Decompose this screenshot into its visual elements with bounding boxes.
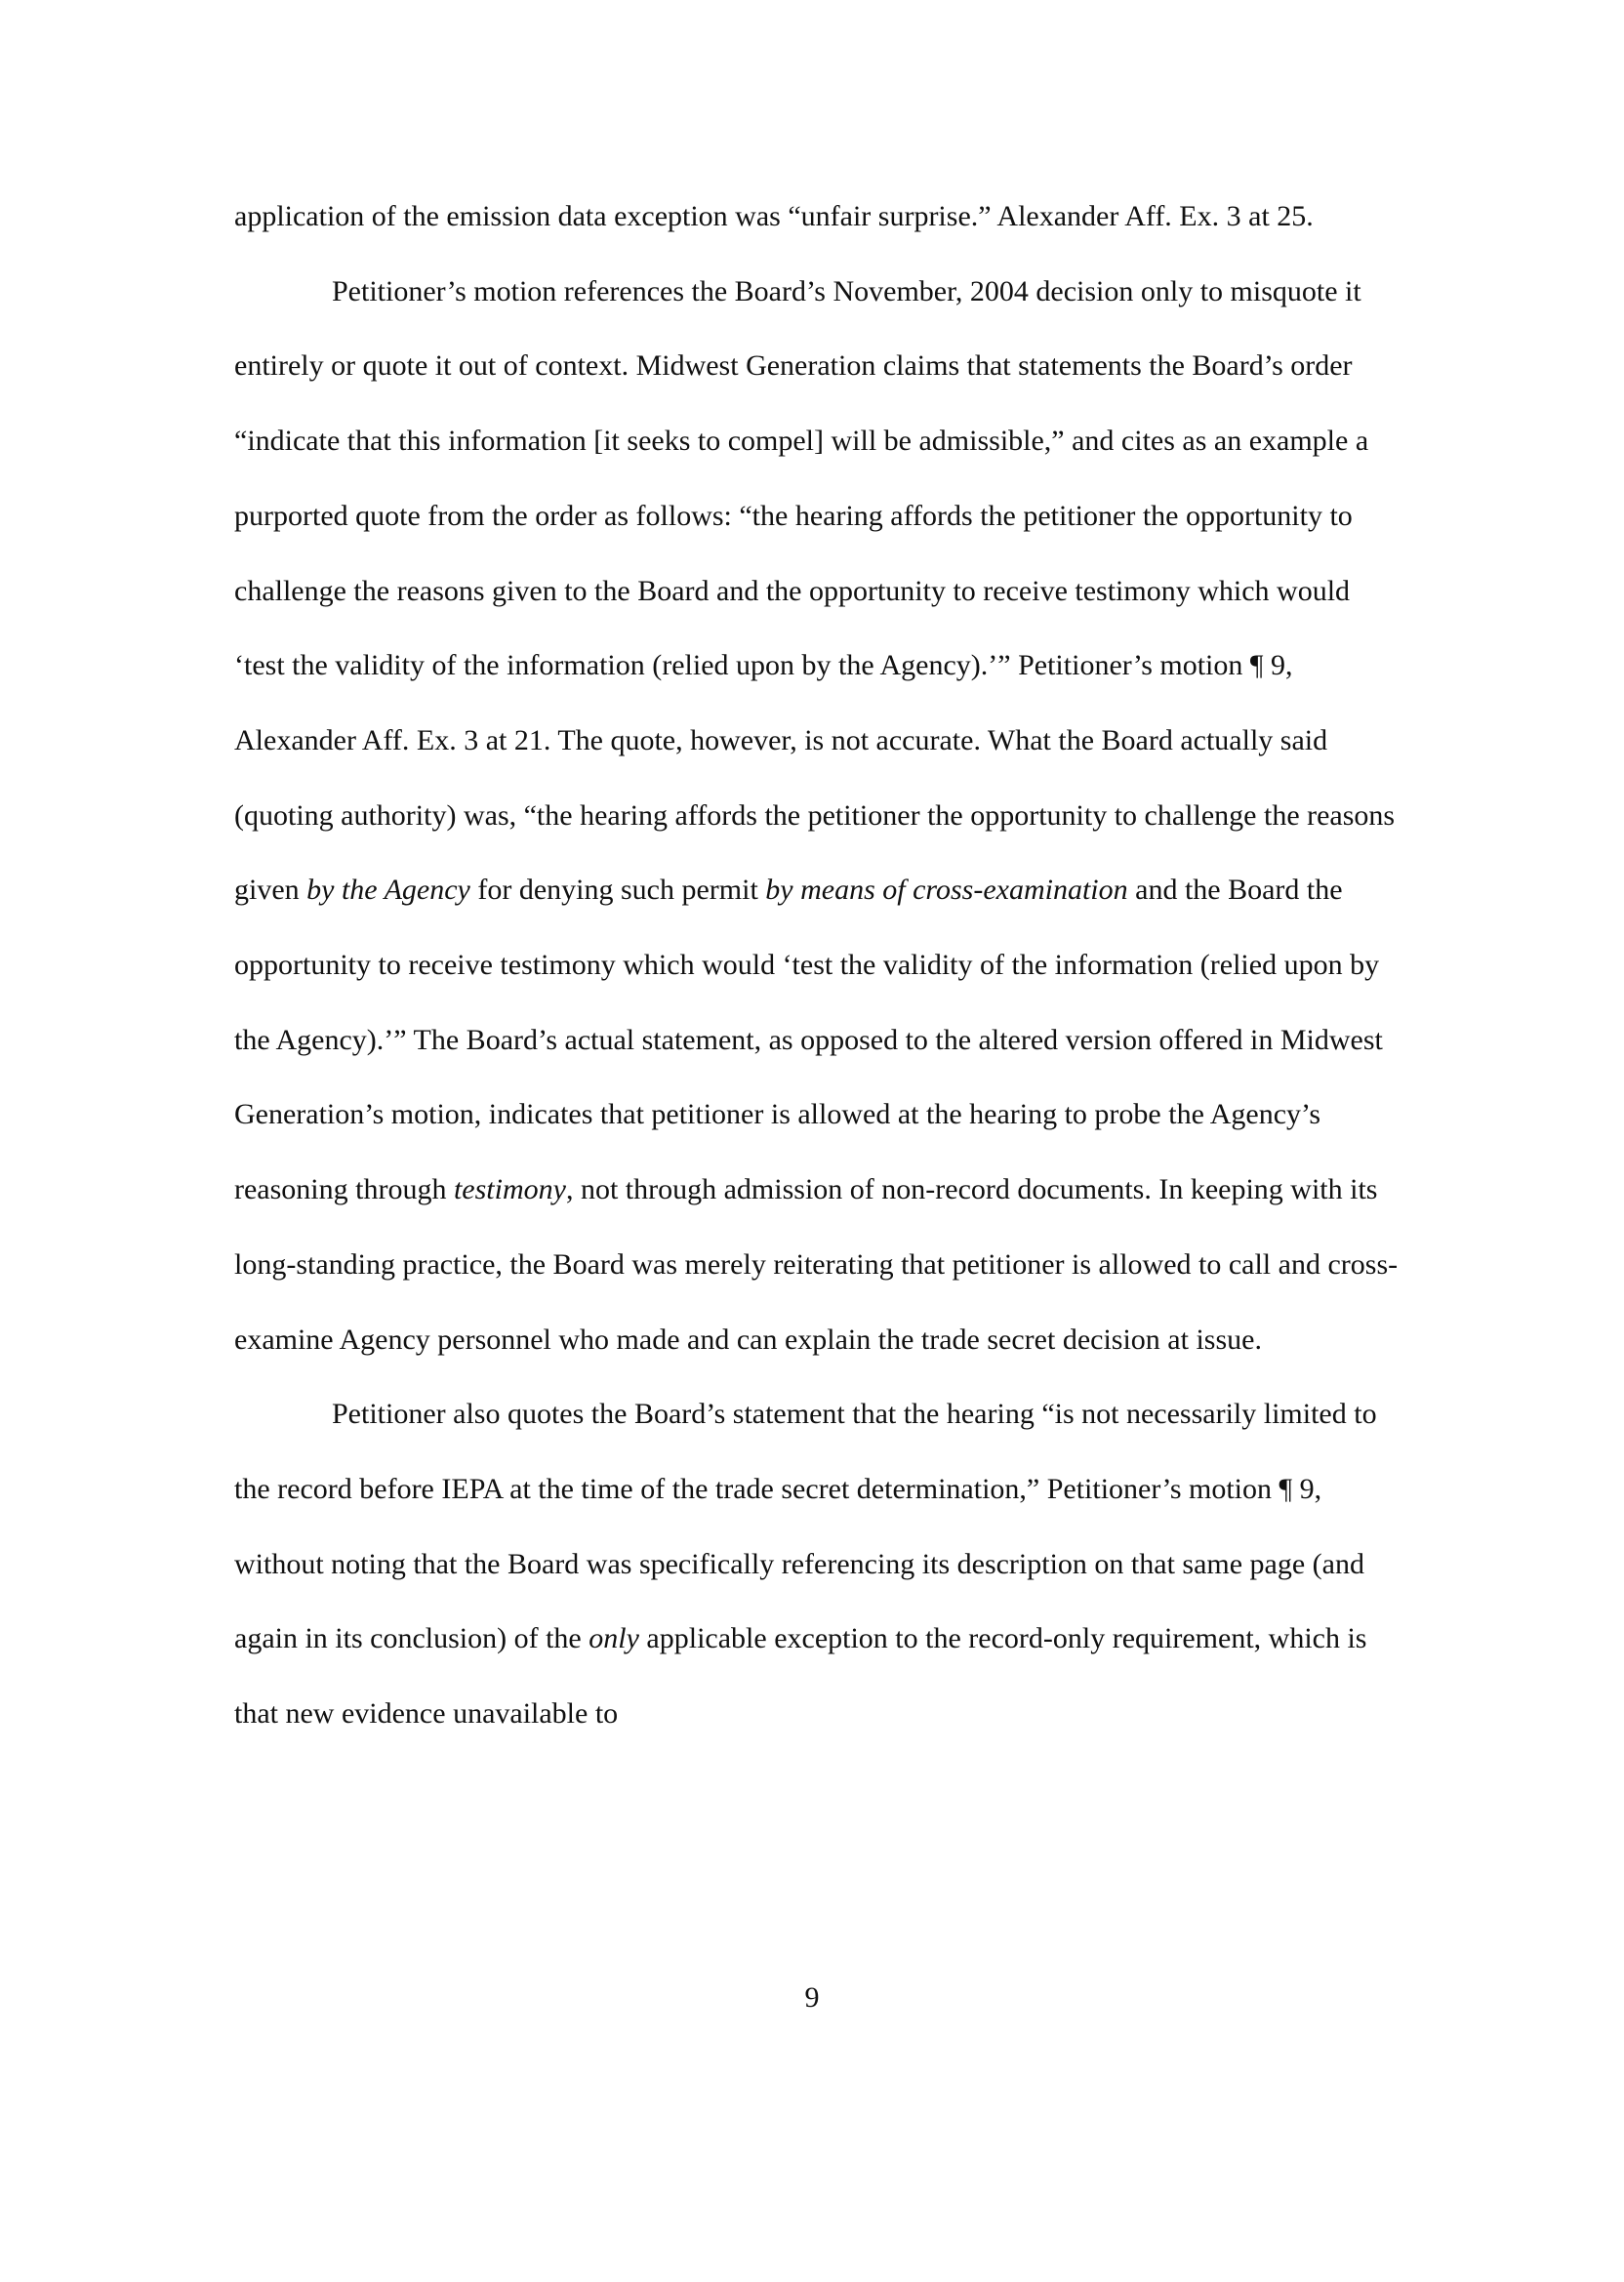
emphasis-text: by means of cross-examination (765, 874, 1128, 907)
paragraph-text: applicable exception to the record-only requirement, which is that new evidence unavailable to (234, 1622, 1367, 1731)
document-body (234, 180, 1407, 1752)
paragraph-text: Petitioner’s motion references the Board’s November, 2004 decision only to misquote it entirely or quote it out of context. Midwest Generation claims that statements the Board’s order “indicate that this information [it seeks to compel] will be admissible,” and cites as an example a purported quote from the order as follows: “the hearing affords the petitioner the opportunity to challenge the reasons given to the Board and the opportunity to receive testimony which would ‘test the validity of the information (relied upon by the Agency).’” Petitioner’s motion ¶ 9, Alexander Aff. Ex. 3 at 21. The quote, however, is not accurate. What the Board actually said (quoting authority) was, “the hearing affords the petitioner the opportunity to challenge the reasons given (234, 274, 1396, 907)
paragraph-also-quotes (234, 1377, 1407, 1752)
paragraph-text: for denying such permit (469, 874, 766, 907)
paragraph-continuation (234, 180, 1407, 255)
emphasis-text: only (589, 1622, 639, 1655)
paragraph-misquote (234, 255, 1407, 1378)
paragraph-text: Petitioner also quotes the Board’s statement that the hearing “is not necessarily limited to the record before IEPA at the time of the trade secret determination,” Petitioner’s motion ¶ 9, without noting that the Board was specifically referencing its description on that same page (and again in its conclusion) of the (234, 1398, 1377, 1655)
emphasis-text: by the Agency (306, 874, 470, 907)
paragraph-text: and the Board the opportunity to receive testimony which would ‘test the validity of the information (relied upon by the Agency).’” The Board’s actual statement, as opposed to the altered version offered in Midwest Generation’s motion, indicates that petitioner is allowed at the hearing to probe the Agency’s reasoning through (234, 874, 1383, 1206)
page-number: 9 (804, 1981, 820, 2014)
paragraph-text: , not through admission of non-record documents. In keeping with its long-standing practice, the Board was merely reiterating that petitioner is allowed to call and cross-examine Agency personnel who made and can explain the trade secret decision at issue. (234, 1173, 1399, 1356)
emphasis-text: testimony (453, 1173, 566, 1206)
paragraph-text: application of the emission data exception was “unfair surprise.” Alexander Aff. Ex. 3 at 25. (234, 200, 1314, 232)
